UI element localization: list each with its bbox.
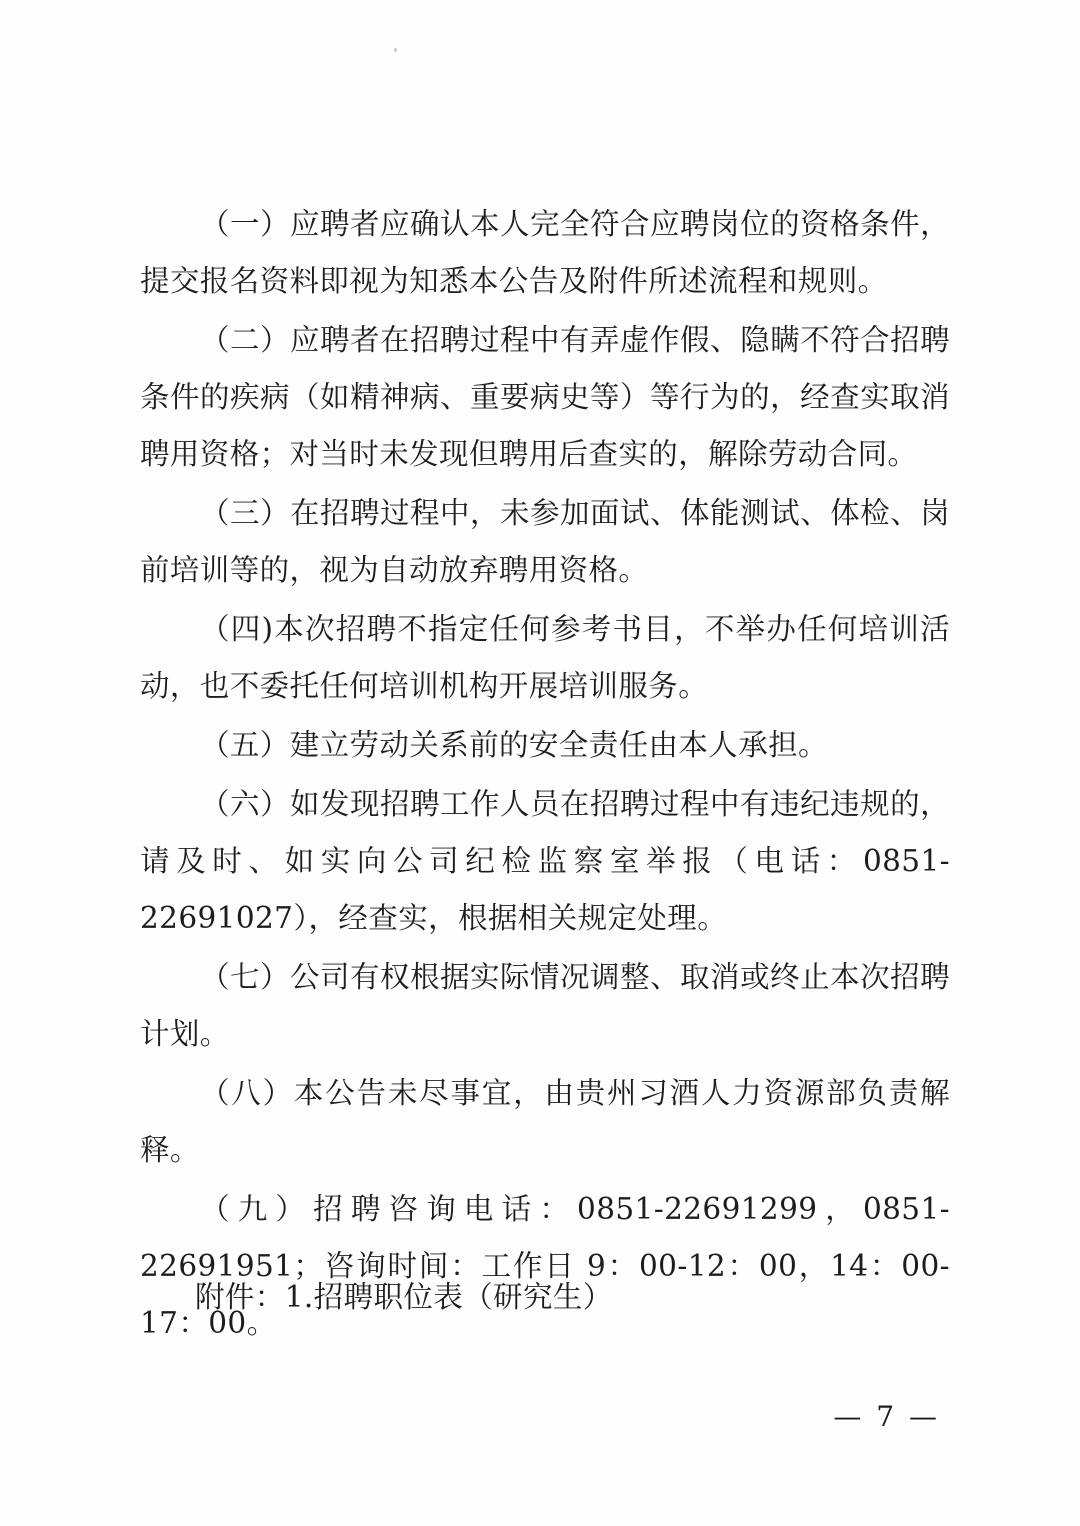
paragraph-3: （三）在招聘过程中，未参加面试、体能测试、体检、岗前培训等的，视为自动放弃聘用资格。	[140, 496, 950, 587]
paragraph-7: （七）公司有权根据实际情况调整、取消或终止本次招聘计划。	[140, 960, 950, 1051]
paragraph-5: （五）建立劳动关系前的安全责任由本人承担。	[200, 728, 828, 762]
attachment-line: 附件：1.招聘职位表（研究生）	[195, 1280, 613, 1314]
paper-speck	[394, 48, 397, 52]
paragraph-4: （四)本次招聘不指定任何参考书目，不举办任何培训活动，也不委托任何培训机构开展培训服务。	[140, 612, 950, 703]
page-number: — 7 —	[833, 1400, 940, 1433]
paragraph-1: （一）应聘者应确认本人完全符合应聘岗位的资格条件，提交报名资料即视为知悉本公告及附件所述流程和规则。	[140, 207, 950, 298]
paragraph-8: （八）本公告未尽事宜，由贵州习酒人力资源部负责解释。	[140, 1076, 950, 1167]
paragraph-9: （九）招聘咨询电话：0851-22691299，0851-22691951；咨询时间：工作日 9：00-12：00，14：00-17：00。	[140, 1192, 950, 1340]
document-body	[140, 196, 950, 1354]
paragraph-6: （六）如发现招聘工作人员在招聘过程中有违纪违规的，请及时、如实向公司纪检监察室举报（电话：0851-22691027），经查实，根据相关规定处理。	[140, 787, 950, 935]
paragraph-2: （二）应聘者在招聘过程中有弄虚作假、隐瞒不符合招聘条件的疾病（如精神病、重要病史等）等行为的，经查实取消聘用资格；对当时未发现但聘用后查实的，解除劳动合同。	[140, 323, 950, 471]
